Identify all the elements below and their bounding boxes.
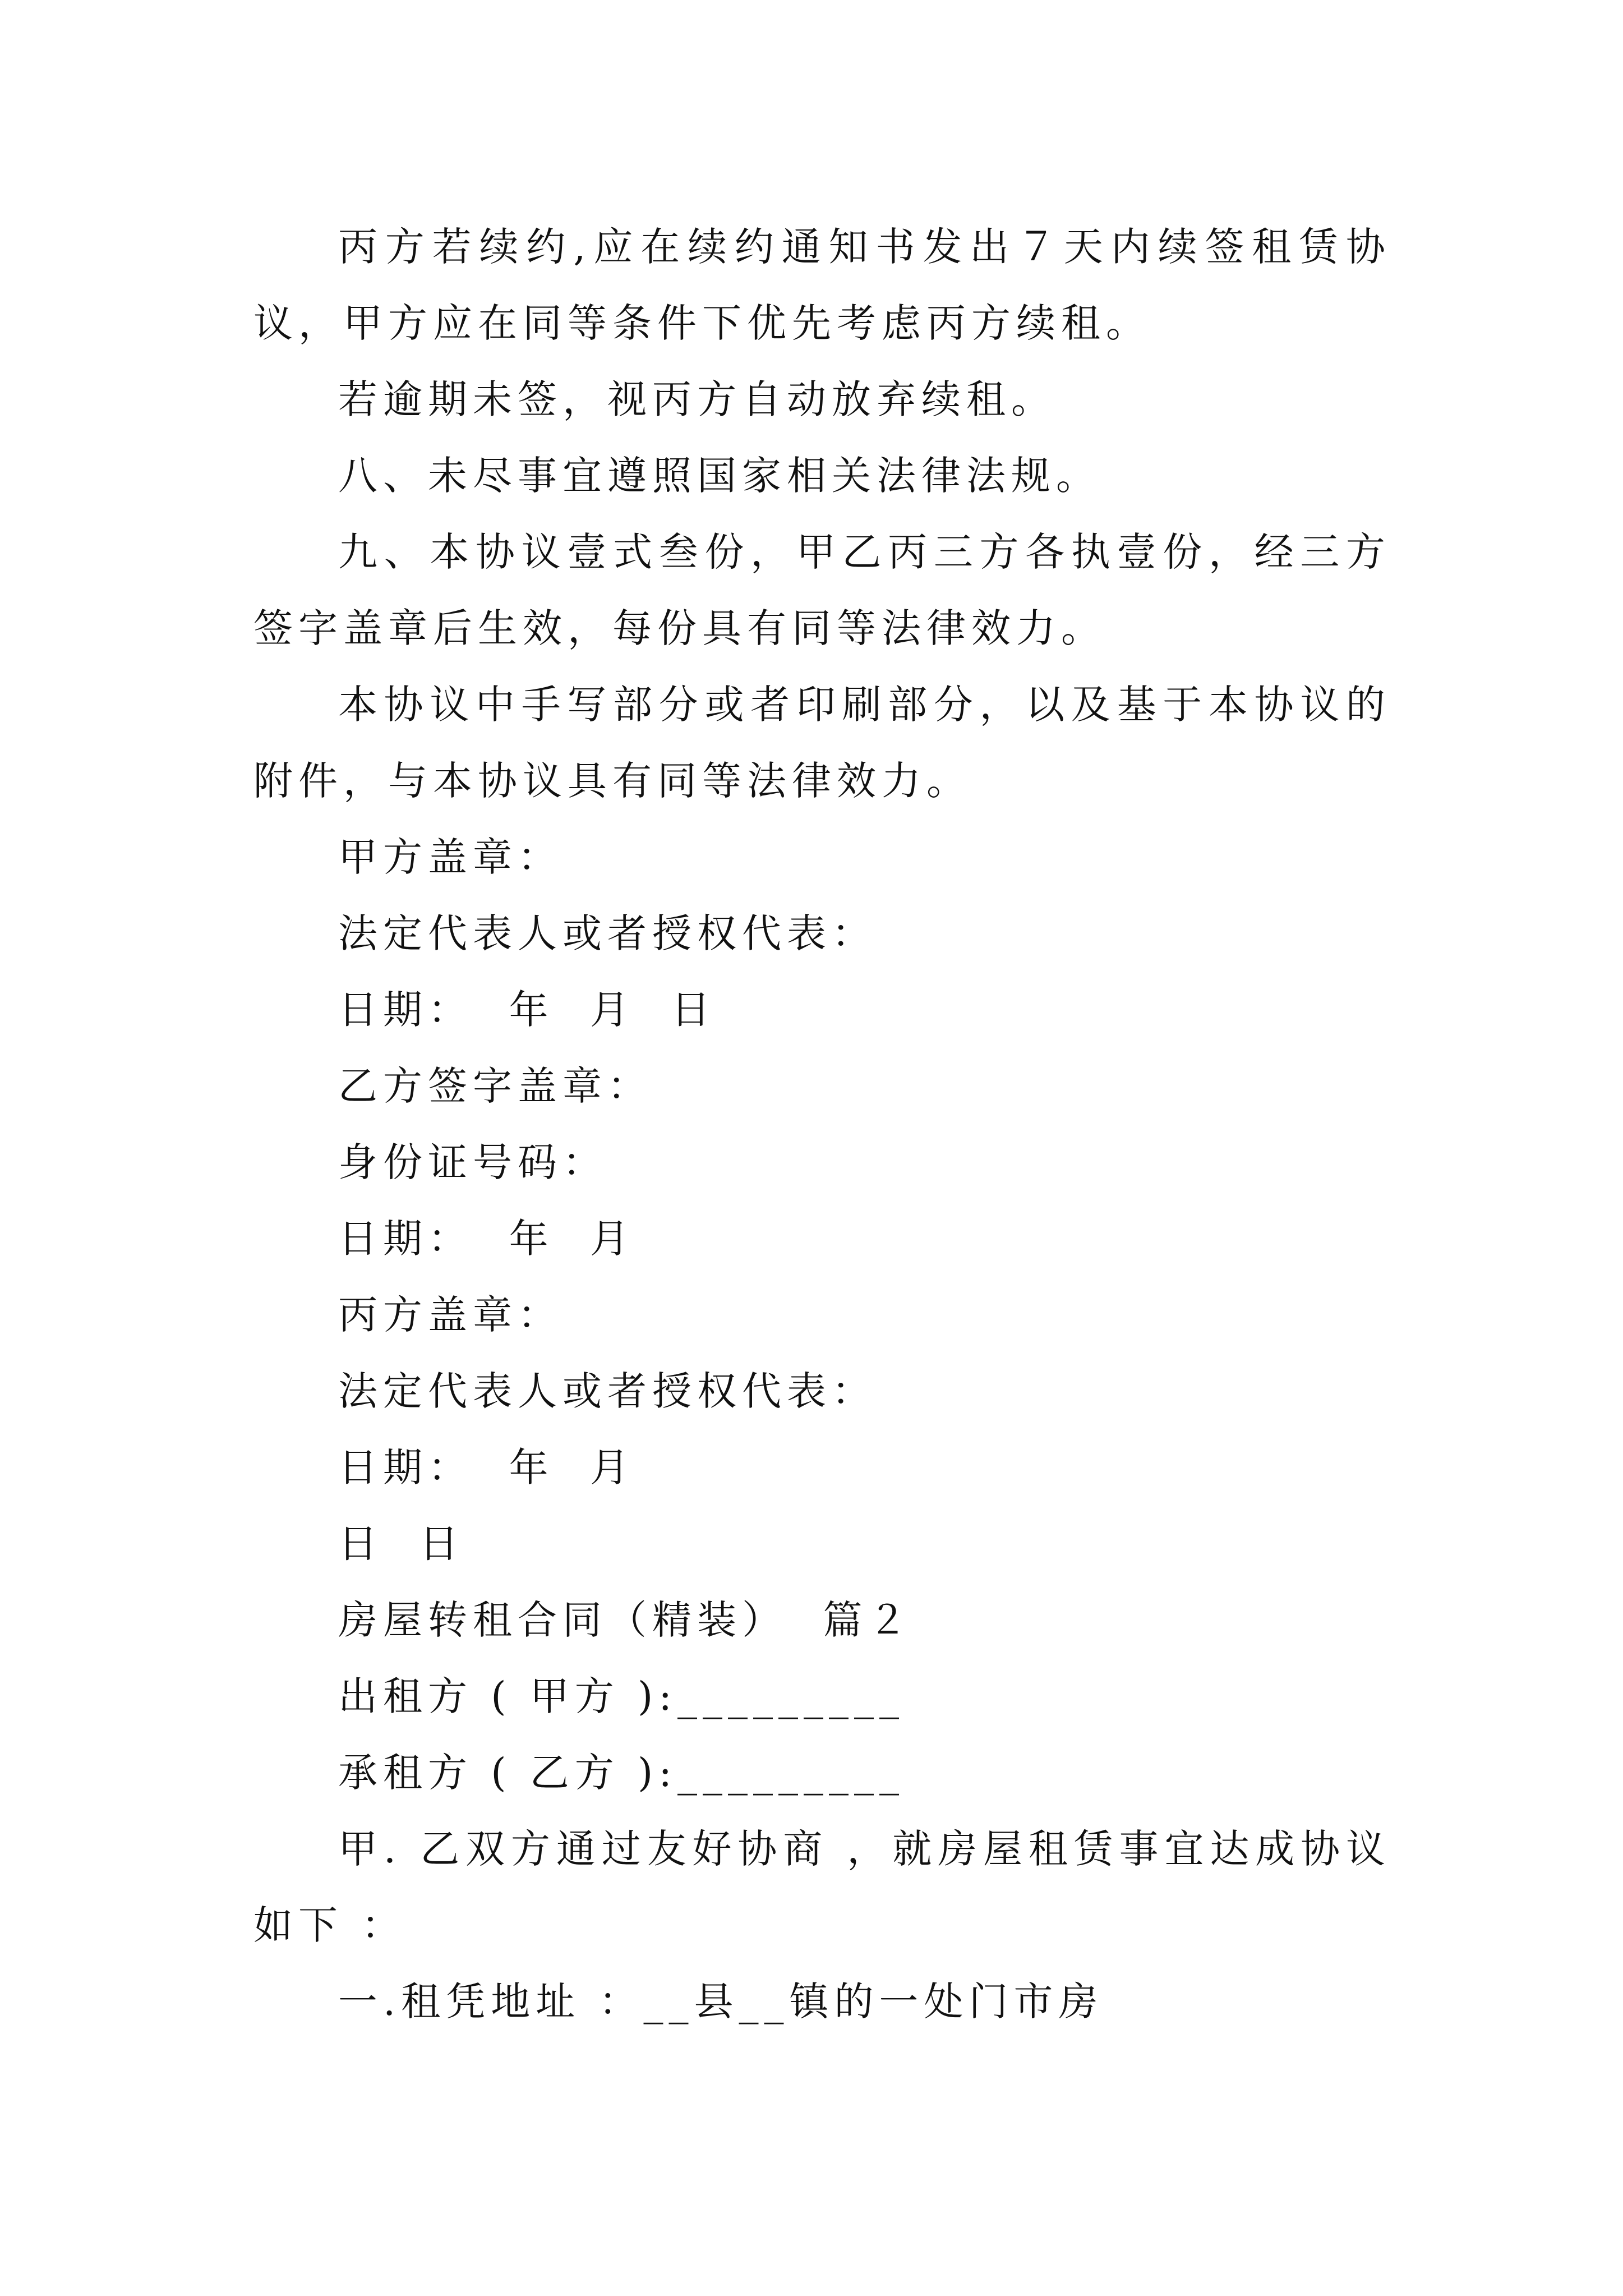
document-body: [253, 209, 1391, 2040]
section-heading: 房屋转租合同（精装） 篇２: [338, 1597, 913, 1643]
paragraph-handwritten-validity: 本协议中手写部分或者印刷部分，以及基于本协议的附件，与本协议具有同等法律效力。: [253, 682, 1391, 804]
lessor-line: 出租方 ( 甲方 ):_________: [338, 1673, 905, 1719]
clause-9: 九、本协议壹式叁份，甲乙丙三方各执壹份，经三方签字盖章后生效，每份具有同等法律效力。: [253, 529, 1391, 651]
day-line: 日 日: [338, 1521, 464, 1567]
agreement-intro: 甲. 乙双方通过友好协商 ，就房屋租赁事宜达成协议如下 ：: [253, 1826, 1391, 1948]
party-a-seal-line: 甲方盖章：: [338, 834, 562, 880]
party-b-date-line: 日期： 年 月: [338, 1216, 635, 1262]
clause-1-address: 一.租凭地址 ：__县__镇的一处门市房: [338, 1978, 1104, 2024]
party-b-signature-line: 乙方签字盖章：: [338, 1063, 652, 1109]
party-c-representative-line: 法定代表人或者授权代表：: [338, 1368, 877, 1414]
party-c-seal-line: 丙方盖章：: [338, 1292, 562, 1338]
party-c-date-line: 日期： 年 月: [338, 1444, 635, 1490]
party-a-date-line: 日期： 年 月 日: [338, 987, 716, 1033]
party-b-id-line: 身份证号码：: [338, 1139, 607, 1185]
party-a-representative-line: 法定代表人或者授权代表：: [338, 910, 877, 956]
paragraph-overdue-waiver: 若逾期未签，视丙方自动放弃续租。: [338, 376, 1056, 422]
clause-8: 八、未尽事宜遵照国家相关法律法规。: [338, 453, 1101, 499]
paragraph-renewal-terms: 丙方若续约,应在续约通知书发出７天内续签租赁协议，甲方应在同等条件下优先考虑丙方续租。: [253, 224, 1391, 346]
lessee-line: 承租方 ( 乙方 ):_________: [338, 1750, 905, 1796]
